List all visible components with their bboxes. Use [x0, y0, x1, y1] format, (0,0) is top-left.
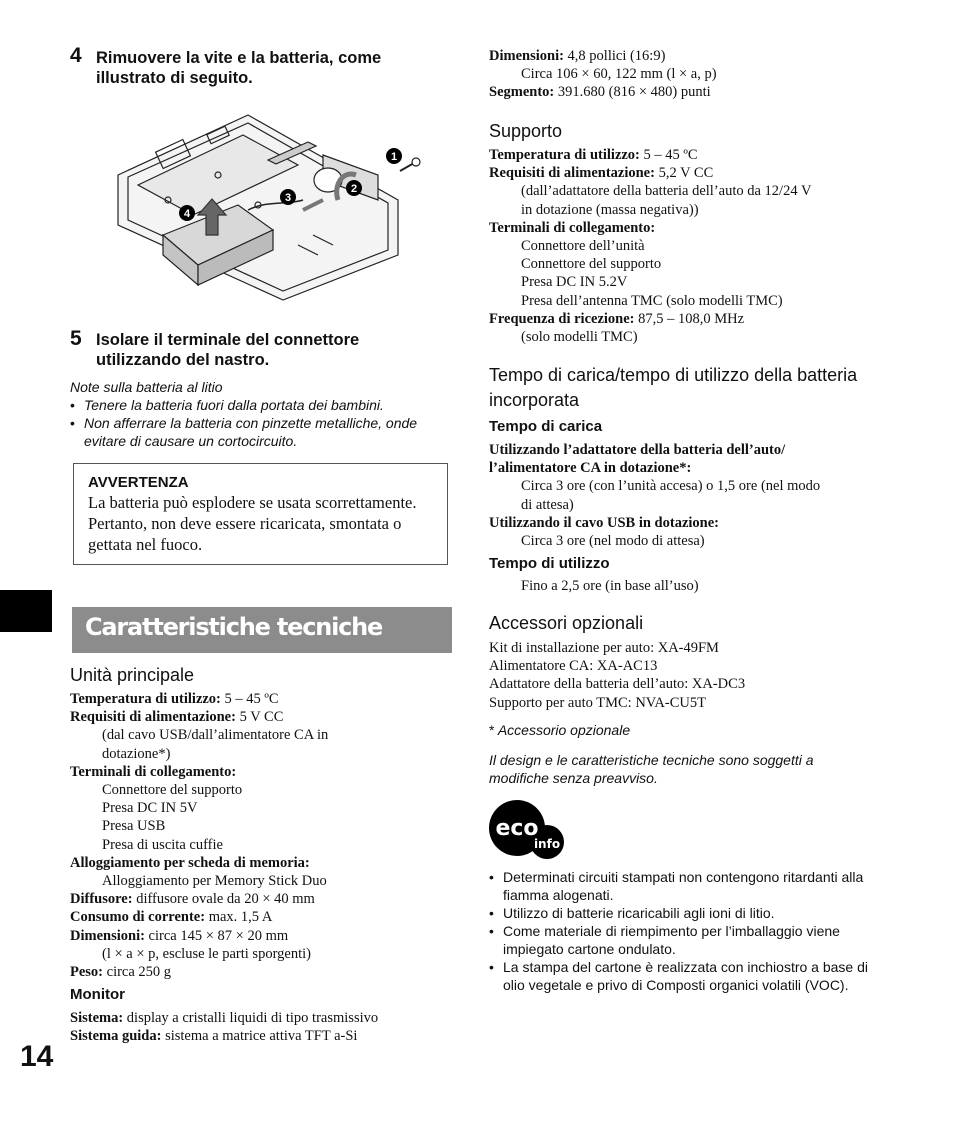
page-number: 14: [20, 1040, 54, 1073]
spec-label: Diffusore:: [70, 891, 133, 908]
spec-note: (l × a × p, escluse le parti sporgenti): [102, 945, 311, 962]
spec-label: Terminali di collegamento:: [70, 763, 237, 780]
spec-note: (solo modelli TMC): [521, 329, 638, 346]
step-4-text: Rimuovere la vite e la batteria, come illustrato di seguito.: [96, 49, 382, 87]
spec-label: Temperatura di utilizzo:: [489, 147, 640, 163]
spec-value: circa 250 g: [103, 964, 172, 981]
list-item: Adattatore della batteria dell’auto: XA-DC3: [489, 676, 746, 693]
spec-value: Connettore del supporto: [521, 256, 662, 273]
step-4-number: 4: [70, 44, 82, 67]
footnote-text: Accessorio opzionale: [494, 722, 631, 738]
unit-specs: [70, 690, 452, 981]
spec-label: Dimensioni:: [70, 927, 145, 944]
list-item: • Utilizzo di batterie ricaricabili agli ioni di litio.: [489, 904, 874, 922]
spec-value: display a cristalli liquidi di tipo trasmissivo: [123, 1010, 379, 1026]
spec-value: 5 V CC: [235, 709, 284, 726]
accessories-list: [489, 639, 889, 712]
spec-label: Sistema:: [70, 1010, 124, 1026]
spec-label: Requisiti di alimentazione:: [70, 709, 236, 726]
spec-note: (dall’adattatore della batteria dell’auto da 12/24 V: [521, 183, 812, 200]
step-5-text: Isolare il terminale del connettore utilizzando del nastro.: [96, 331, 360, 369]
monitor-specs-left: [70, 1009, 452, 1045]
spec-value: Connettore dell’unità: [521, 238, 645, 255]
warning-text: La batteria può esplodere se usata scorrettamente. Pertanto, non deve essere ricaricata, smontata o gettata nel fuoco.: [88, 493, 417, 554]
callout-3: 3: [284, 192, 292, 204]
usage-subheading: Tempo di utilizzo: [489, 555, 610, 572]
spec-value: di attesa): [521, 496, 574, 513]
spec-value: Presa DC IN 5.2V: [521, 274, 628, 291]
list-item: • Non afferrare la batteria con pinzette metalliche, onde evitare di causare un cortocircuito.: [70, 414, 450, 450]
spec-label: Temperatura di utilizzo:: [70, 691, 221, 707]
charge-heading: Tempo di carica/tempo di utilizzo della batteria incorporata: [489, 365, 858, 410]
spec-value: Presa USB: [102, 818, 166, 835]
spec-label: Frequenza di ricezione:: [489, 310, 635, 327]
battery-notes: [70, 378, 450, 450]
spec-label: Terminali di collegamento:: [489, 219, 656, 236]
spec-value: 5 – 45 ºC: [220, 691, 279, 707]
list-item: • Tenere la batteria fuori dalla portata dei bambini.: [70, 396, 450, 414]
list-item: Kit di installazione per auto: XA-49FM: [489, 640, 719, 656]
support-specs: [489, 146, 889, 346]
spec-value: 391.680 (816 × 480) punti: [554, 84, 711, 101]
section-title: Caratteristiche tecniche: [85, 613, 383, 641]
eco-list: [489, 868, 874, 994]
unit-heading: Unità principale: [70, 665, 195, 685]
spec-label: Sistema guida:: [70, 1028, 162, 1045]
spec-value: Circa 3 ore (nel modo di attesa): [521, 533, 705, 550]
warning-box: [73, 463, 448, 565]
battery-removal-diagram: [98, 105, 438, 305]
battery-notes-title: Note sulla batteria al litio: [70, 379, 223, 395]
callout-4: 4: [183, 208, 191, 220]
spec-label: Utilizzando il cavo USB in dotazione:: [489, 514, 719, 531]
list-item: Alimentatore CA: XA-AC13: [489, 658, 658, 675]
monitor-specs-right: [489, 47, 889, 102]
spec-value: Connettore del supporto: [102, 782, 243, 799]
spec-value: Circa 3 ore (con l’unità accesa) o 1,5 ore (nel modo: [521, 478, 821, 495]
spec-note: (dal cavo USB/dall’alimentatore CA in: [102, 727, 329, 744]
spec-note: dotazione*): [102, 745, 171, 762]
warning-title: AVVERTENZA: [88, 474, 189, 491]
spec-label: Alloggiamento per scheda di memoria:: [70, 854, 310, 871]
spec-label: Utilizzando l’adattatore della batteria dell’auto/: [489, 442, 786, 458]
list-item: • Determinati circuiti stampati non contengono ritardanti alla fiamma alogenati.: [489, 868, 874, 904]
callout-1: 1: [390, 151, 398, 163]
spec-value: Presa di uscita cuffie: [102, 836, 223, 853]
eco-logo-word: eco: [495, 816, 539, 841]
support-heading: Supporto: [489, 121, 563, 141]
spec-value: 4,8 pollici (16:9): [563, 48, 666, 64]
spec-value: Presa DC IN 5V: [102, 800, 198, 817]
spec-value: max. 1,5 A: [205, 909, 273, 926]
section-tab-marker: [0, 590, 52, 632]
list-item: • Come materiale di riempimento per l’imballaggio viene impiegato cartone ondulato.: [489, 922, 874, 958]
list-item: Supporto per auto TMC: NVA-CU5T: [489, 694, 706, 711]
spec-label: *:: [679, 460, 692, 477]
disclaimer: Il design e le caratteristiche tecniche sono soggetti a modifiche senza preavviso.: [489, 752, 814, 786]
eco-logo-sub: info: [533, 837, 561, 851]
charge-specs: [489, 441, 889, 550]
footnote: [489, 721, 630, 739]
usage-value: Fino a 2,5 ore (in base all’uso): [521, 578, 699, 594]
section-banner: [72, 607, 452, 653]
spec-label: Requisiti di alimentazione:: [489, 165, 655, 182]
list-item: • La stampa del cartone è realizzata con inchiostro a base di olio vegetale e privo di Composti organici volatili (VOC).: [489, 958, 874, 994]
spec-label: Consumo di corrente:: [70, 909, 206, 926]
monitor-heading: Monitor: [70, 986, 125, 1003]
footnote-mark: *: [489, 722, 495, 738]
spec-value: Alloggiamento per Memory Stick Duo: [102, 873, 327, 890]
spec-value: Presa dell’antenna TMC (solo modelli TMC): [521, 292, 783, 309]
spec-label: Dimensioni:: [489, 48, 564, 64]
spec-value: 87,5 – 108,0 MHz: [634, 310, 745, 327]
spec-label: Segmento:: [489, 84, 555, 101]
accessories-heading: Accessori opzionali: [489, 613, 644, 633]
battery-notes-list: [70, 396, 450, 450]
callout-2: 2: [350, 183, 358, 195]
spec-label: Peso:: [70, 964, 104, 981]
spec-value: sistema a matrice attiva TFT a-Si: [161, 1028, 358, 1045]
charge-subheading: Tempo di carica: [489, 418, 603, 435]
spec-value: 5,2 V CC: [654, 165, 714, 182]
eco-info-logo: [488, 799, 566, 861]
spec-value: circa 145 × 87 × 20 mm: [144, 927, 289, 944]
spec-note: Circa 106 × 60, 122 mm (l × a, p): [521, 66, 717, 83]
spec-label: l’alimentatore CA in dotazione: [489, 460, 680, 477]
step-5-number: 5: [70, 327, 82, 350]
spec-value: diffusore ovale da 20 × 40 mm: [132, 891, 315, 908]
spec-value: 5 – 45 ºC: [639, 147, 698, 163]
spec-note: in dotazione (massa negativa)): [521, 201, 699, 218]
